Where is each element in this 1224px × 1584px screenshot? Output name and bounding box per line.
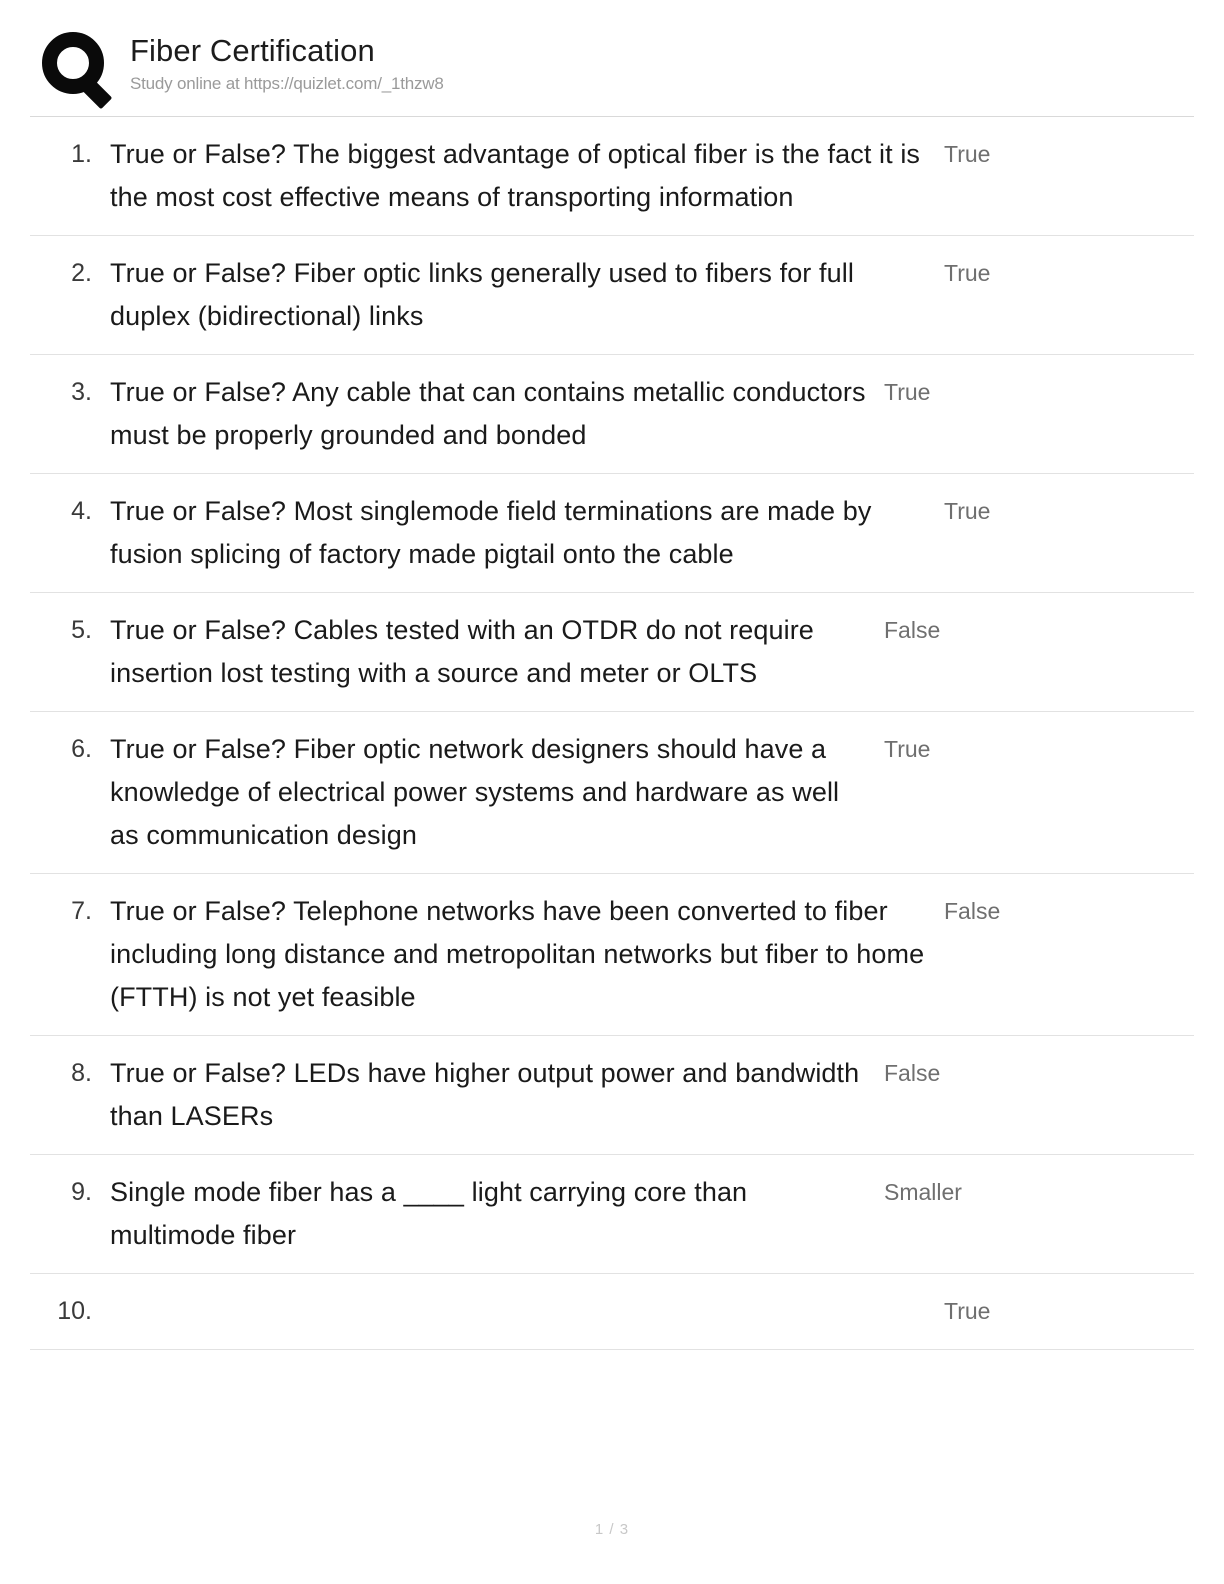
item-number: 2. [71, 259, 92, 287]
quizlet-q-logo-icon [38, 28, 116, 106]
header-text-block [130, 26, 444, 96]
item-term: True or False? Any cable that can contains metallic conductors must be properly grounded and bonded [110, 377, 866, 450]
item-term: True or False? Telephone networks have been converted to fiber including long distance and metropolitan networks but fiber to home (FTTH) is not yet feasible [110, 896, 925, 1012]
item-number: 3. [71, 378, 92, 406]
page-number: 1 / 3 [594, 1521, 630, 1538]
item-definition: True [944, 1298, 991, 1324]
list-item [30, 1155, 1194, 1274]
item-term: True or False? Fiber optic network designers should have a knowledge of electrical power systems and hardware as well as communication design [110, 734, 840, 850]
list-item [30, 874, 1194, 1036]
item-definition: False [884, 1060, 941, 1086]
item-number: 9. [71, 1178, 92, 1206]
item-number: 8. [71, 1059, 92, 1087]
page-title: Fiber Certification [130, 33, 375, 68]
item-term: True or False? The biggest advantage of optical fiber is the fact it is the most cost effective means of transporting information [110, 139, 921, 212]
list-item [30, 474, 1194, 593]
item-number: 6. [71, 735, 92, 763]
item-definition: Smaller [884, 1179, 962, 1205]
item-term: True or False? LEDs have higher output power and bandwidth than LASERs [110, 1058, 860, 1131]
item-definition: False [944, 898, 1001, 924]
item-term: True or False? Most singlemode field terminations are made by fusion splicing of factory made pigtail onto the cable [110, 496, 872, 569]
item-definition: True [944, 498, 991, 524]
list-item [30, 1274, 1194, 1350]
item-term: True or False? Cables tested with an OTDR do not require insertion lost testing with a source and meter or OLTS [110, 615, 814, 688]
item-definition: True [944, 260, 991, 286]
item-number: 7. [71, 897, 92, 925]
item-definition: True [944, 141, 991, 167]
item-definition: True [884, 379, 931, 405]
list-item [30, 355, 1194, 474]
question-list [30, 117, 1194, 1350]
item-number: 4. [71, 497, 92, 525]
list-item [30, 236, 1194, 355]
study-online-link[interactable]: Study online at https://quizlet.com/_1thzw8 [130, 74, 444, 93]
list-item [30, 593, 1194, 712]
list-item [30, 712, 1194, 874]
item-term: Single mode fiber has a ____ light carrying core than multimode fiber [110, 1177, 748, 1250]
item-term: True or False? Fiber optic links generally used to fibers for full duplex (bidirectional) links [110, 258, 854, 331]
list-item [30, 117, 1194, 236]
item-number: 5. [71, 616, 92, 644]
item-number: 10. [57, 1297, 92, 1325]
item-number: 1. [71, 140, 92, 168]
item-definition: True [884, 736, 931, 762]
document-header [30, 22, 1194, 117]
item-definition: False [884, 617, 941, 643]
list-item [30, 1036, 1194, 1155]
